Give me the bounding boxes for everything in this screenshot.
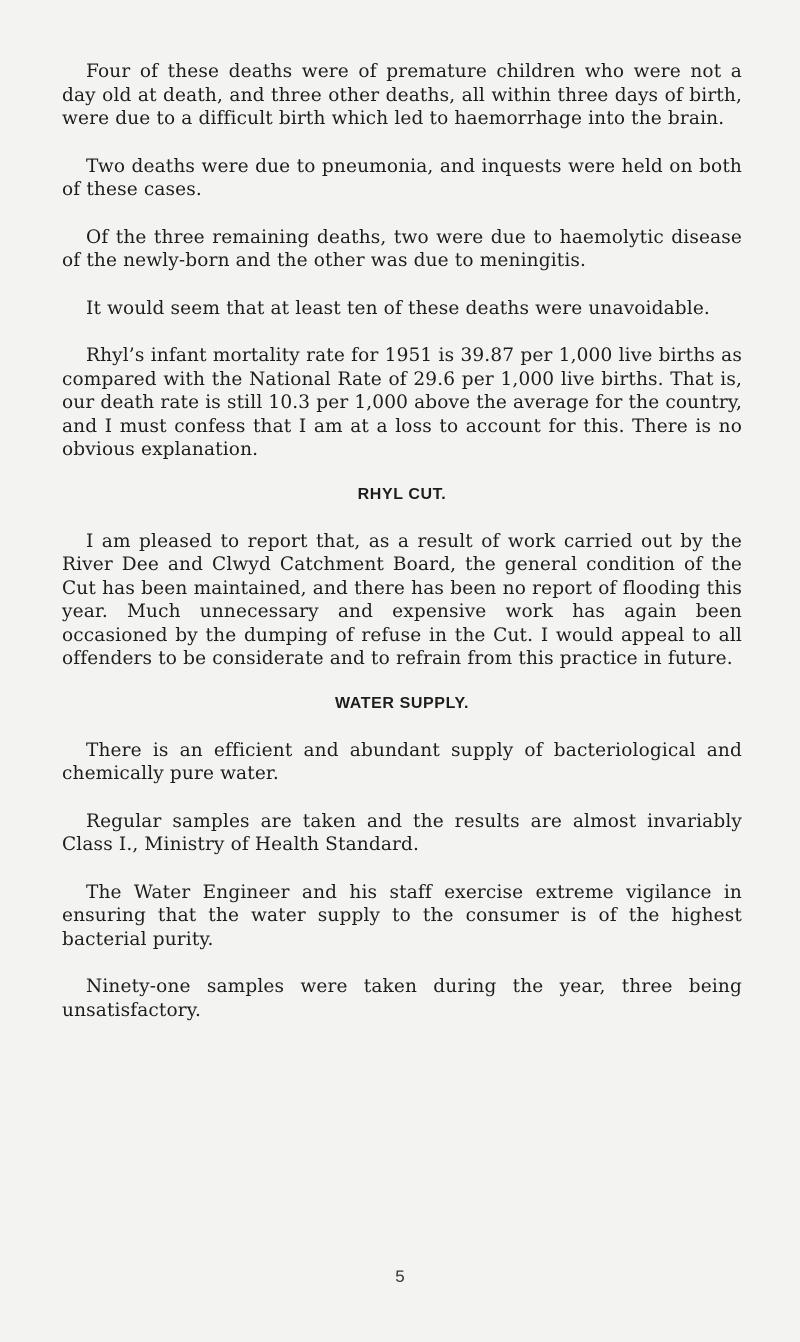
- heading-water-supply: WATER SUPPLY.: [334, 694, 470, 712]
- heading-rhyl-cut: RHYL CUT.: [357, 485, 447, 503]
- paragraph-samples-taken: Ninety-one samples were taken during the year, three being unsatisfactory.: [62, 976, 742, 1021]
- paragraph-infant-mortality-rate: Rhyl’s infant mortality rate for 1951 is 39.87 per 1,000 live births as compared with the National Rate of 29.6 per 1,000 live births. That is, our death rate is still 10.3 per 1,000 above the average for the country, and I must confess that I am at a loss to account for this. There is no obvious explanation.: [62, 345, 743, 460]
- paragraph-rhyl-cut: I am pleased to report that, as a result of work carried out by the River Dee and Clwyd Catchment Board, the general condition of the Cut has been maintained, and there has been no report of flooding this year. Much unnecessary and expensive work has again been occasioned by the dumping of refuse in the Cut. I would appeal to all offenders to be considerate and to refrain from this practice in future.: [62, 530, 742, 669]
- paragraph-water-engineer: The Water Engineer and his staff exercise extreme vigilance in ensuring that the water supply to the consumer is of the highest bacterial purity.: [62, 881, 742, 950]
- paragraph-premature-deaths: Four of these deaths were of premature children who were not a day old at death, and three other deaths, all within three days of birth, were due to a difficult birth which led to haemorrhage into the brain.: [62, 61, 742, 129]
- page-number: 5: [395, 1267, 405, 1286]
- paragraph-remaining-deaths: Of the three remaining deaths, two were due to haemolytic disease of the newly-born and the other was due to meningitis.: [62, 226, 742, 271]
- paragraph-regular-samples: Regular samples are taken and the results are almost invariably Class I., Ministry of Health Standard.: [62, 810, 742, 855]
- paragraph-water-quality: There is an efficient and abundant supply of bacteriological and chemically pure water.: [62, 739, 742, 784]
- paragraph-pneumonia-deaths: Two deaths were due to pneumonia, and inquests were held on both of these cases.: [62, 155, 742, 200]
- document-page: [62, 60, 742, 1046]
- paragraph-unavoidable-deaths: It would seem that at least ten of these deaths were unavoidable.: [86, 297, 710, 319]
